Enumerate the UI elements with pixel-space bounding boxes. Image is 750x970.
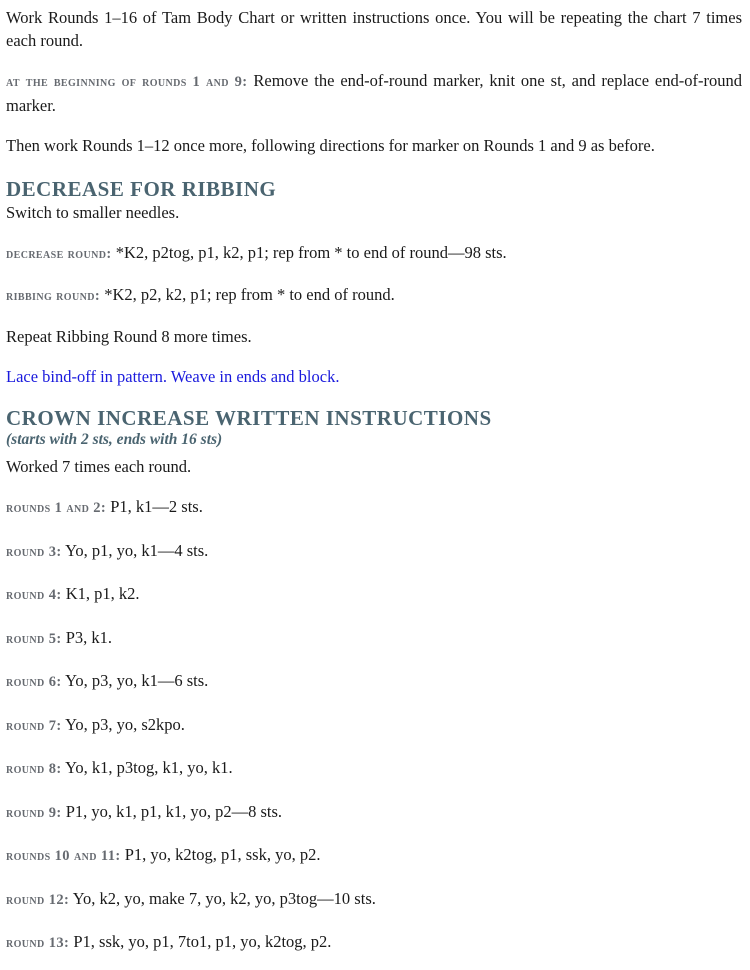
round-label: round 8: <box>6 761 62 777</box>
crown-subheading: (starts with 2 sts, ends with 16 sts) <box>6 431 223 448</box>
round-text: P3, k1. <box>61 627 113 647</box>
round-text: K1, p1, k2. <box>61 584 140 603</box>
round-item <box>6 800 742 825</box>
section-heading-crown: CROWN INCREASE WRITTEN INSTRUCTIONS <box>6 406 492 430</box>
instruction-text: Remove the end-of-round marker, knit one st, and replace end-of-round marker. <box>6 71 742 115</box>
round-label: round 6: <box>6 674 62 690</box>
round-label: round 13: <box>6 935 70 951</box>
round-text: P1, ssk, yo, p1, 7to1, p1, yo, k2tog, p2. <box>69 932 332 951</box>
round-item <box>6 669 742 694</box>
round-item <box>6 713 742 738</box>
ribbing-round <box>6 283 742 308</box>
marker-instruction <box>6 69 742 117</box>
decrease-round-text: *K2, p2tog, p1, k2, p1; rep from * to end of round—98 sts. <box>111 243 507 262</box>
round-label: round 12: <box>6 891 70 908</box>
round-text: Yo, k2, yo, make 7, yo, k2, yo, p3tog—10 sts. <box>69 888 376 908</box>
repeat-ribbing-text: Repeat Ribbing Round 8 more times. <box>6 327 252 346</box>
instruction-label: at the beginning of rounds 1 and 9: <box>6 74 248 90</box>
repeat-instruction: Then work Rounds 1–12 once more, following directions for marker on Rounds 1 and 9 as before. <box>6 136 655 155</box>
round-item <box>6 843 742 868</box>
needle-switch-text: Switch to smaller needles. <box>6 203 180 222</box>
crown-rounds-list <box>6 495 742 955</box>
intro-paragraph: Work Rounds 1–16 of Tam Body Chart or written instructions once. You will be repeating the chart 7 times each round. <box>6 8 742 50</box>
ribbing-round-label: ribbing round: <box>6 288 101 304</box>
decrease-round-label: decrease round: <box>6 246 112 262</box>
round-item <box>6 539 742 564</box>
round-item <box>6 626 742 651</box>
round-text: P1, yo, k1, p1, k1, yo, p2—8 sts. <box>61 801 283 821</box>
round-text: Yo, k1, p3tog, k1, yo, k1. <box>61 758 233 777</box>
round-label: round 5: <box>6 630 62 647</box>
round-item <box>6 582 742 607</box>
round-label: round 9: <box>6 804 62 821</box>
round-item <box>6 756 742 781</box>
ribbing-round-text: *K2, p2, k2, p1; rep from * to end of round. <box>100 285 395 304</box>
round-text: P1, yo, k2tog, p1, ssk, yo, p2. <box>120 845 321 864</box>
round-label: round 4: <box>6 587 62 603</box>
round-item <box>6 887 742 912</box>
round-text: Yo, p3, yo, s2kpo. <box>61 714 185 734</box>
round-label: rounds 10 and 11: <box>6 848 121 864</box>
round-item <box>6 930 742 955</box>
bind-off-link[interactable]: Lace bind-off in pattern. Weave in ends and block. <box>6 367 340 386</box>
round-text: Yo, p1, yo, k1—4 sts. <box>61 540 209 560</box>
decrease-round <box>6 241 742 266</box>
round-label: round 3: <box>6 543 62 560</box>
round-label: round 7: <box>6 717 62 734</box>
worked-times-text: Worked 7 times each round. <box>6 457 192 476</box>
round-item <box>6 495 742 520</box>
round-label: rounds 1 and 2: <box>6 500 107 516</box>
round-text: Yo, p3, yo, k1—6 sts. <box>61 671 209 690</box>
round-text: P1, k1—2 sts. <box>106 497 203 516</box>
section-heading-ribbing: DECREASE FOR RIBBING <box>6 177 277 201</box>
